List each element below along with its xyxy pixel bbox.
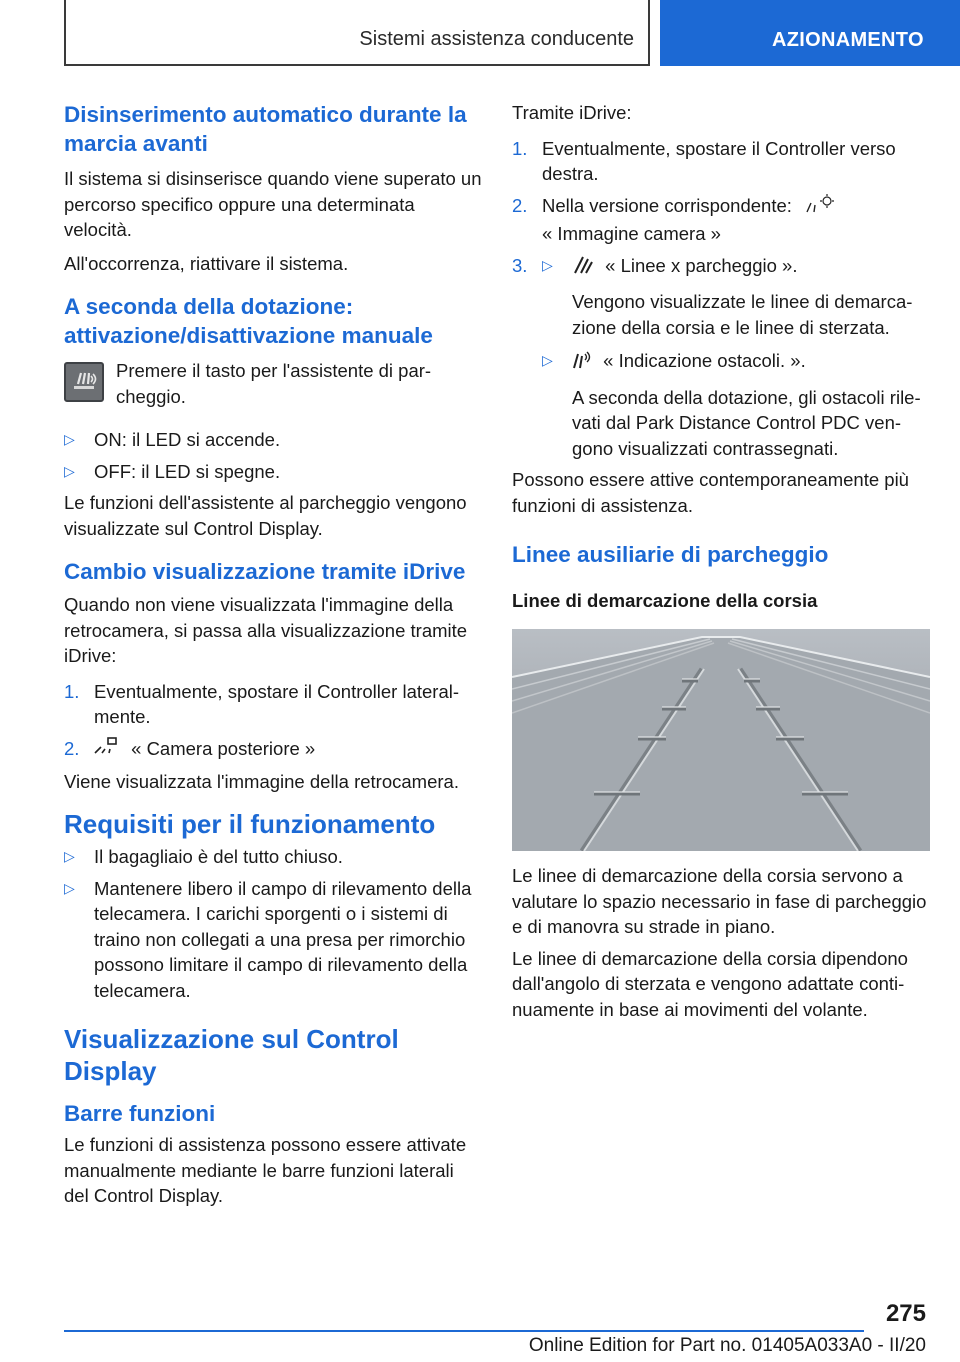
para-functions: Le funzioni dell'assistente al parcheggio vengono visualizzate sul Control Display. [64, 492, 467, 539]
rear-camera-icon [94, 736, 120, 763]
header-section-title: Sistemi assistenza conducente [359, 28, 634, 50]
step-item: 1. Eventualmente, spostare il Controller verso destra. [512, 137, 896, 184]
step-item: 3. ▷ « Linee x parcheggio ». Vengono visualizzate le linee di demarcazione della corsia e le linee di sterzata. ▷ « Indicazione ostacoli. ». A seconda della dotazione, gli ostacoli rilevati dal Park Distance Control PDC vengono visualizzati contrassegnati. [512, 253, 930, 462]
para-lines-desc: Vengono visualizzate le linee di demarcazione della corsia e le linee di sterzata. [572, 291, 913, 338]
obstacle-icon [572, 348, 592, 377]
list-item: ▷ Mantenere libero il campo di rilevamento della telecamera. I carichi sporgenti o i sistemi di traino non collegati a una presa per rimorchio possono limitare il campo di rilevamento della telecamera. [64, 877, 472, 1001]
bullet-arrow-icon: ▷ [542, 256, 553, 273]
heading-aux-lines: Linee ausiliarie di parcheggio [512, 542, 829, 567]
step-item: 1. Eventualmente, spostare il Controller lateralmente. [64, 680, 460, 727]
heading-display: Visualizzazione sul Control Display [64, 1024, 399, 1087]
key-instruction [64, 358, 482, 409]
bullet-arrow-icon: ▷ [64, 879, 75, 896]
para-obstacle-desc: A seconda della dotazione, gli ostacoli rilevati dal Park Distance Control PDC vengono visualizzati contrassegnati. [572, 386, 921, 459]
heading-function-bars: Barre funzioni [64, 1101, 216, 1127]
right-column [512, 100, 930, 1022]
footer-divider [64, 1330, 864, 1332]
heading-requirements: Requisiti per il funzionamento [64, 809, 436, 840]
bullet-arrow-icon: ▷ [64, 431, 75, 447]
para-auto-off-1: Il sistema si disinserisce quando viene superato un percorso specifico oppure una determinata velocità. [64, 168, 482, 240]
para-key: Premere il tasto per l'assistente di parcheggio. [116, 360, 432, 407]
para-via-idrive: Tramite iDrive: [512, 102, 632, 123]
para-auto-off-2: All'occorrenza, riattivare il sistema. [64, 252, 349, 274]
list-item: ▷ Il bagagliaio è del tutto chiuso. [64, 844, 482, 870]
page-number: 275 [885, 1300, 926, 1327]
para-lane-1: Le linee di demarcazione della corsia servono a valutare lo spazio necessario in fase di parcheggio e di manovra su strade in piano. [512, 865, 927, 937]
para-change-view: Quando non viene visualizzata l'immagine della retrocamera, si passa alla visualizzazione tramite iDrive: [64, 594, 468, 666]
list-item: ▷ OFF: il LED si spegne. [64, 459, 482, 485]
para-function-bars: Le funzioni di assistenza possono essere attivate manualmente mediante le barre funzioni laterali del Control Display. [64, 1134, 467, 1207]
list-item: ▷ « Linee x parcheggio ». [542, 253, 930, 282]
parking-lines-icon [572, 253, 594, 282]
heading-lane-lines: Linee di demarcazione della corsia [512, 590, 818, 611]
heading-change-view: Cambio visualizzazione tramite iDrive [64, 559, 466, 584]
camera-view-icon [805, 193, 835, 222]
bullet-arrow-icon: ▷ [542, 352, 553, 368]
list-item: ▷ ON: il LED si accende. [64, 427, 482, 453]
heading-auto-off: Disinserimento automatico durante la marcia avanti [64, 102, 467, 156]
para-result: Viene visualizzata l'immagine della retrocamera. [64, 770, 459, 792]
header-chapter-tab[interactable] [660, 0, 960, 66]
para-lane-2: Le linee di demarcazione della corsia dipendono dall'angolo di sterzata e vengono adattate continuamente in base ai movimenti del volante. [512, 947, 908, 1020]
lane-lines-illustration [512, 629, 930, 851]
bullet-arrow-icon: ▷ [64, 462, 75, 479]
left-column [64, 100, 482, 1209]
header-chapter-title: AZIONAMENTO [772, 29, 924, 51]
bullet-arrow-icon: ▷ [64, 848, 75, 865]
step-item: 2. Nella versione corrispondente: « Immagine camera » [512, 193, 930, 247]
heading-manual: A seconda della dotazione: attivazione/disattivazione manuale [64, 294, 433, 348]
list-item: ▷ « Indicazione ostacoli. ». [542, 348, 930, 377]
parking-assistant-key-icon [64, 362, 104, 402]
para-simultaneous: Possono essere attive contemporaneamente più funzioni di assistenza. [512, 469, 909, 516]
step-item: 2. « Camera posteriore » [64, 736, 482, 763]
header-section-box [64, 0, 650, 66]
footer-edition: Online Edition for Part no. 01405A033A0 - II/20 [528, 1335, 926, 1356]
